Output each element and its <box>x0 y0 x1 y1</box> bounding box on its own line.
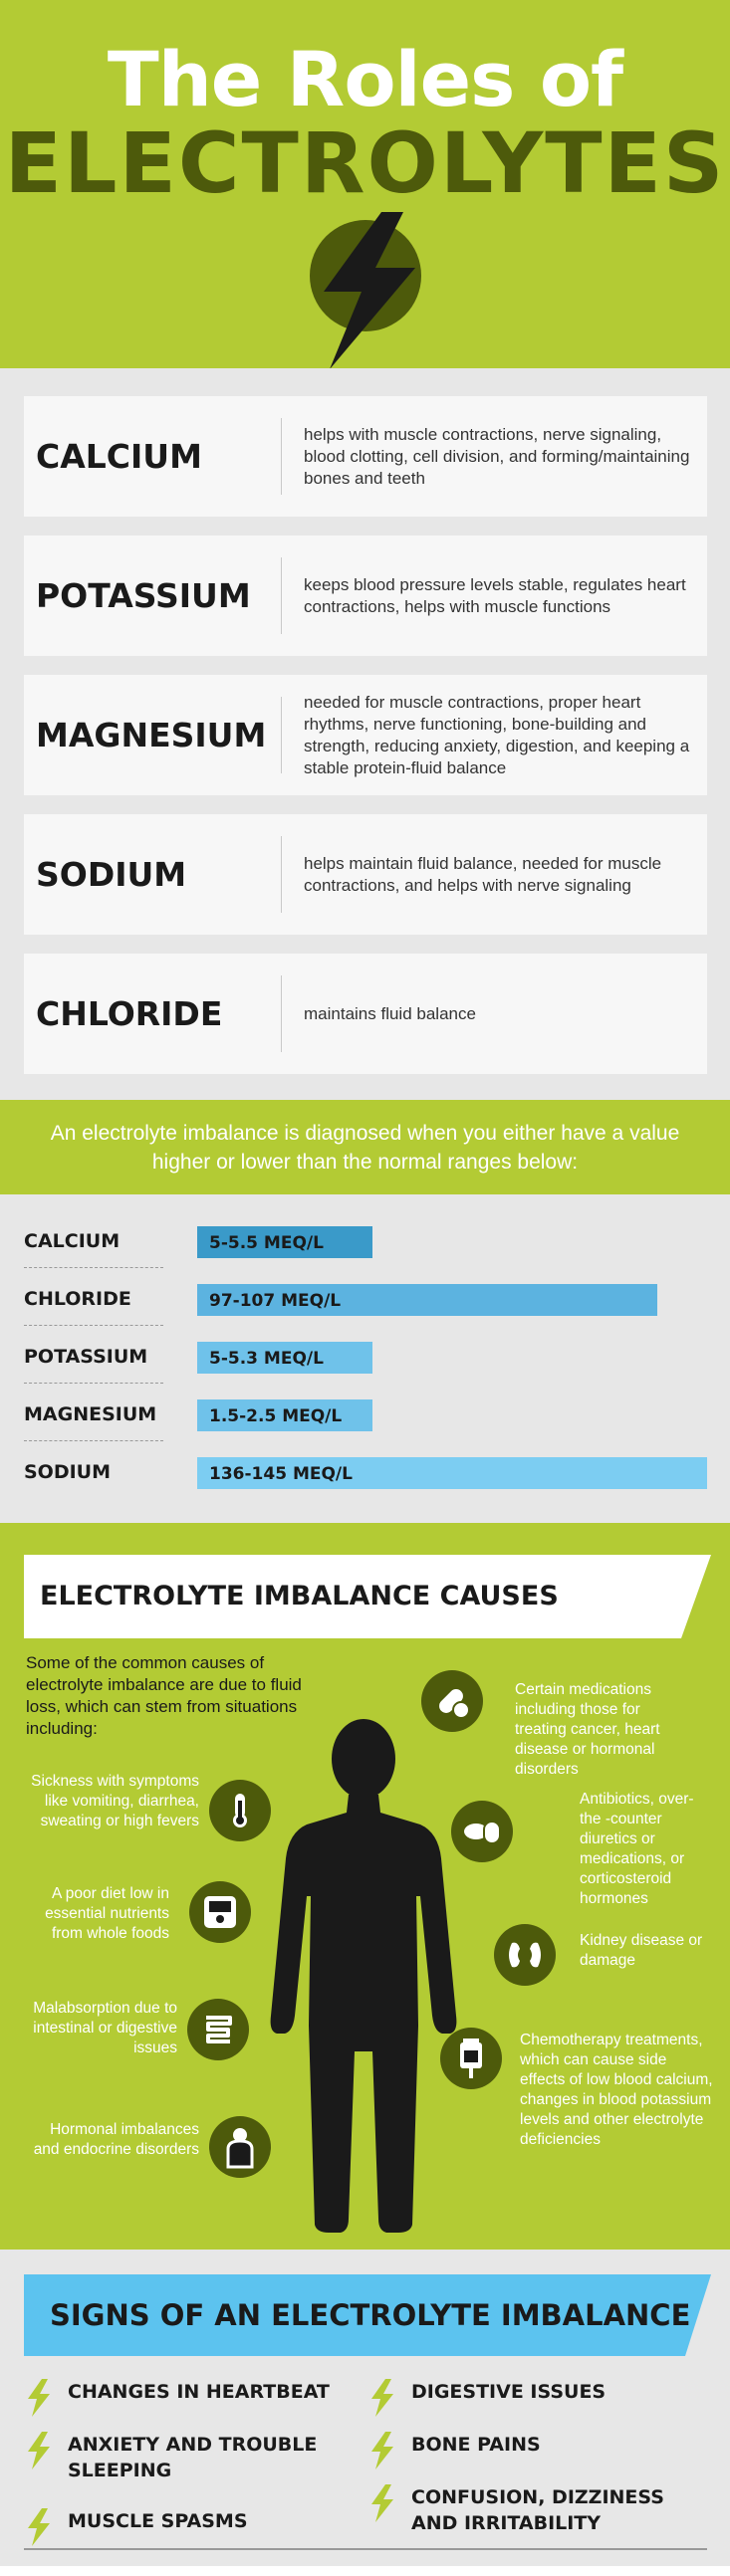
pill-capsule-icon <box>421 1670 483 1732</box>
role-description: helps with muscle contractions, nerve signaling, blood clotting, cell division, and forming/maintaining bones and teeth <box>304 424 690 488</box>
range-row-calcium <box>0 1222 730 1262</box>
range-row-magnesium <box>0 1395 730 1435</box>
range-row-potassium <box>0 1338 730 1378</box>
role-name: CHLORIDE <box>36 994 223 1033</box>
role-card-potassium <box>24 536 707 656</box>
sign-text: DIGESTIVE ISSUES <box>411 2381 607 2403</box>
range-bar <box>197 1284 657 1316</box>
role-divider <box>281 418 282 495</box>
bottom-divider <box>24 2548 707 2550</box>
role-description: keeps blood pressure levels stable, regulates heart contractions, helps with muscle functions <box>304 574 686 616</box>
signs-banner <box>24 2274 711 2356</box>
lightning-bolt-icon <box>367 2484 397 2522</box>
role-card-magnesium <box>24 675 707 795</box>
thermometer-icon <box>209 1780 271 1841</box>
role-divider <box>281 975 282 1052</box>
diagnosis-text: An electrolyte imbalance is diagnosed when you either have a value higher or lower than the normal ranges below: <box>50 1121 680 1174</box>
role-name: CALCIUM <box>36 437 202 476</box>
human-silhouette-icon <box>249 1717 478 2235</box>
title-line-1: The Roles of <box>107 35 623 123</box>
lightning-bolt-icon <box>367 2432 397 2469</box>
role-name: SODIUM <box>36 855 187 894</box>
cause-kidney-text: Kidney disease or damage <box>580 1932 703 1969</box>
role-card-sodium <box>24 814 707 935</box>
cause-malabsorption-text: Malabsorption due to intestinal or digestive issues <box>33 2000 177 2056</box>
range-value: 5-5.5 MEQ/L <box>209 1233 324 1253</box>
role-card-calcium <box>24 396 707 517</box>
intestine-icon <box>187 1999 249 2060</box>
range-value: 5-5.3 MEQ/L <box>209 1349 324 1369</box>
role-description: maintains fluid balance <box>304 1003 476 1023</box>
range-separator <box>24 1383 163 1384</box>
sign-item <box>367 2379 606 2417</box>
signs-section <box>0 2250 730 2566</box>
range-name: MAGNESIUM <box>24 1403 157 1425</box>
range-bar <box>197 1457 707 1489</box>
iv-bag-icon <box>440 2028 502 2089</box>
sign-item <box>367 2432 541 2469</box>
cause-diet-text: A poor diet low in essential nutrients from whole foods <box>45 1885 169 1942</box>
causes-section <box>0 1523 730 2250</box>
causes-intro: Some of the common causes of electrolyte imbalance are due to fluid loss, which can stem from situations including: <box>26 1653 302 1738</box>
sign-text: BONE PAINS <box>411 2434 541 2456</box>
sign-text: ANXIETY AND TROUBLE SLEEPING <box>68 2434 318 2481</box>
sign-item <box>367 2484 706 2536</box>
role-divider <box>281 557 282 634</box>
range-value: 1.5-2.5 MEQ/L <box>209 1406 343 1426</box>
range-bar <box>197 1342 372 1374</box>
range-row-sodium <box>0 1453 730 1493</box>
range-value: 136-145 MEQ/L <box>209 1464 353 1484</box>
range-value: 97-107 MEQ/L <box>209 1291 342 1311</box>
lightning-bolt-icon <box>284 204 443 368</box>
role-divider <box>281 697 282 773</box>
roles-section <box>0 368 730 1100</box>
sign-text: MUSCLE SPASMS <box>68 2510 248 2532</box>
range-separator <box>24 1440 163 1441</box>
role-description: helps maintain fluid balance, needed for muscle contractions, and helps with nerve signaling <box>304 853 662 895</box>
range-separator <box>24 1267 163 1268</box>
range-name: CALCIUM <box>24 1230 121 1252</box>
range-name: POTASSIUM <box>24 1346 148 1368</box>
diagnosis-banner <box>0 1100 730 1194</box>
lightning-bolt-icon <box>24 2379 54 2417</box>
sign-text: CONFUSION, DIZZINESS AND IRRITABILITY <box>411 2486 664 2534</box>
range-bar <box>197 1399 372 1431</box>
range-bar <box>197 1226 372 1258</box>
range-row-chloride <box>0 1280 730 1320</box>
role-name: MAGNESIUM <box>36 716 267 754</box>
lightning-bolt-icon <box>367 2379 397 2417</box>
sign-text: CHANGES IN HEARTBEAT <box>68 2381 330 2403</box>
role-name: POTASSIUM <box>36 576 251 615</box>
cause-chemo-text: Chemotherapy treatments, which can cause side effects of low blood calcium, changes in blood potassium levels and other electrolyte deficiencies <box>520 2032 713 2148</box>
range-name: CHLORIDE <box>24 1288 131 1310</box>
kidneys-icon <box>494 1924 556 1986</box>
cause-antibiotics-text: Antibiotics, over-the -counter diuretics or medications, or corticosteroid hormones <box>580 1791 694 1907</box>
lightning-bolt-icon <box>24 2432 54 2469</box>
thyroid-icon <box>209 2116 271 2178</box>
range-separator <box>24 1325 163 1326</box>
role-divider <box>281 836 282 913</box>
role-description: needed for muscle contractions, proper heart rhythms, nerve functioning, bone-building and strength, reducing anxiety, digestion, and keeping a stable protein-fluid balance <box>304 692 690 777</box>
header-section <box>0 0 730 368</box>
sign-item <box>24 2432 343 2483</box>
pills-icon <box>451 1801 513 1862</box>
cause-medications-text: Certain medications including those for treating cancer, heart disease or hormonal disorders <box>515 1681 660 1778</box>
causes-banner <box>24 1555 711 1638</box>
role-card-chloride <box>24 954 707 1074</box>
lightning-bolt-icon <box>24 2508 54 2546</box>
title-line-2: ELECTROLYTES <box>4 114 726 212</box>
sign-item <box>24 2379 330 2417</box>
sign-item <box>24 2508 248 2546</box>
signs-title: SIGNS OF AN ELECTROLYTE IMBALANCE <box>50 2298 691 2332</box>
range-name: SODIUM <box>24 1461 112 1483</box>
causes-title: ELECTROLYTE IMBALANCE CAUSES <box>40 1581 559 1611</box>
scale-icon <box>189 1881 251 1943</box>
ranges-section <box>0 1194 730 1523</box>
cause-hormonal-text: Hormonal imbalances and endocrine disorders <box>33 2121 199 2158</box>
cause-sickness-text: Sickness with symptoms like vomiting, diarrhea, sweating or high fevers <box>31 1773 199 1829</box>
